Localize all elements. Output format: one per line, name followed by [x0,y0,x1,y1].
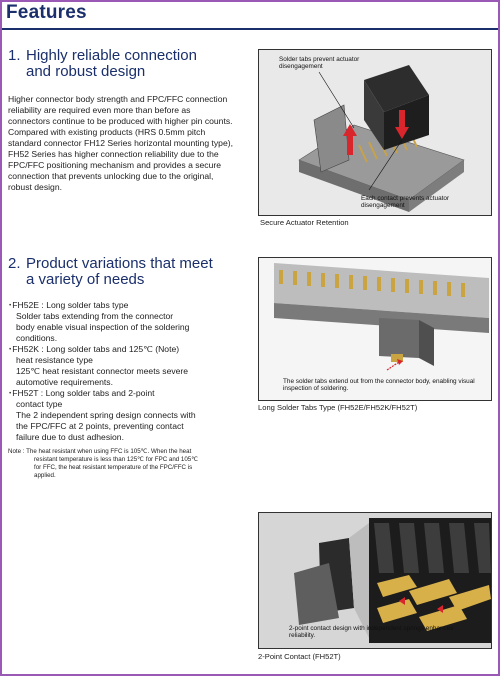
figure1-callout-top: Solder tabs prevent actuator disengagement [279,56,360,71]
section1-title-line1: Highly reliable connection [26,47,197,64]
section2-title-line1: Product variations that meet [26,255,213,272]
section2-number: 2. [8,255,21,272]
figure2-long-solder-tabs [258,257,492,401]
figure2-callout: The solder tabs extend out from the connector body, enabling visual inspection of soldering. [283,378,475,393]
list-item: ･FH52T : Long solder tabs and 2-point contact type The 2 independent spring design connects with the FPC/FFC at 2 points, preventing contact failure due to dust adhesion. [8,388,196,442]
heat-resistance-note: Note : The heat resistant when using FFC is 105℃. When the heat resistant temperature is less than 125℃ for FPC and 105℃ for FFC, the heat resistant temperature of the FPC/FFC is applied. [8,448,199,479]
page-title: Features [6,2,87,23]
section2-title [8,256,213,288]
figure1-illustration [259,50,491,215]
section2-title-line2: a variety of needs [26,271,145,288]
figure1-secure-actuator [258,49,492,216]
figure1-callout-bottom: Each contact prevents actuator disengagement [361,195,450,210]
note-label: Note : [8,448,25,455]
variations-list [8,300,238,443]
figure1-caption: Secure Actuator Retention [260,218,349,227]
figure3-caption: 2-Point Contact (FH52T) [258,652,341,661]
figure3-callout: 2-point contact design with independent springs enhances reliability. [289,625,454,640]
list-item: ･FH52K : Long solder tabs and 125℃ (Note) heat resistance type 125℃ heat resistant connector meets severe automotive requirements. [8,344,189,387]
section1-number: 1. [8,47,21,64]
figure3-two-point-contact [258,512,492,649]
list-item: ･FH52E : Long solder tabs type Solder tabs extending from the connector body enable visual inspection of the soldering conditions. [8,300,190,343]
section1-title-line2: and robust design [26,63,146,80]
figure2-caption: Long Solder Tabs Type (FH52E/FH52K/FH52T) [258,403,418,412]
section1-title [8,48,197,80]
header-bar [2,2,498,30]
section1-body: Higher connector body strength and FPC/FFC connection reliability are required even more than before as connectors continue to be produced with higher pin counts. Compared with existing products (HRS 0.5mm pitch standard connector FH12 Series horizontal mounting type), FH52 Series has higher connection reliability due to the FPC/FFC positioning mechanism and provides a secure connection that prevents unlocking due to the original, robust design. [8,94,233,192]
